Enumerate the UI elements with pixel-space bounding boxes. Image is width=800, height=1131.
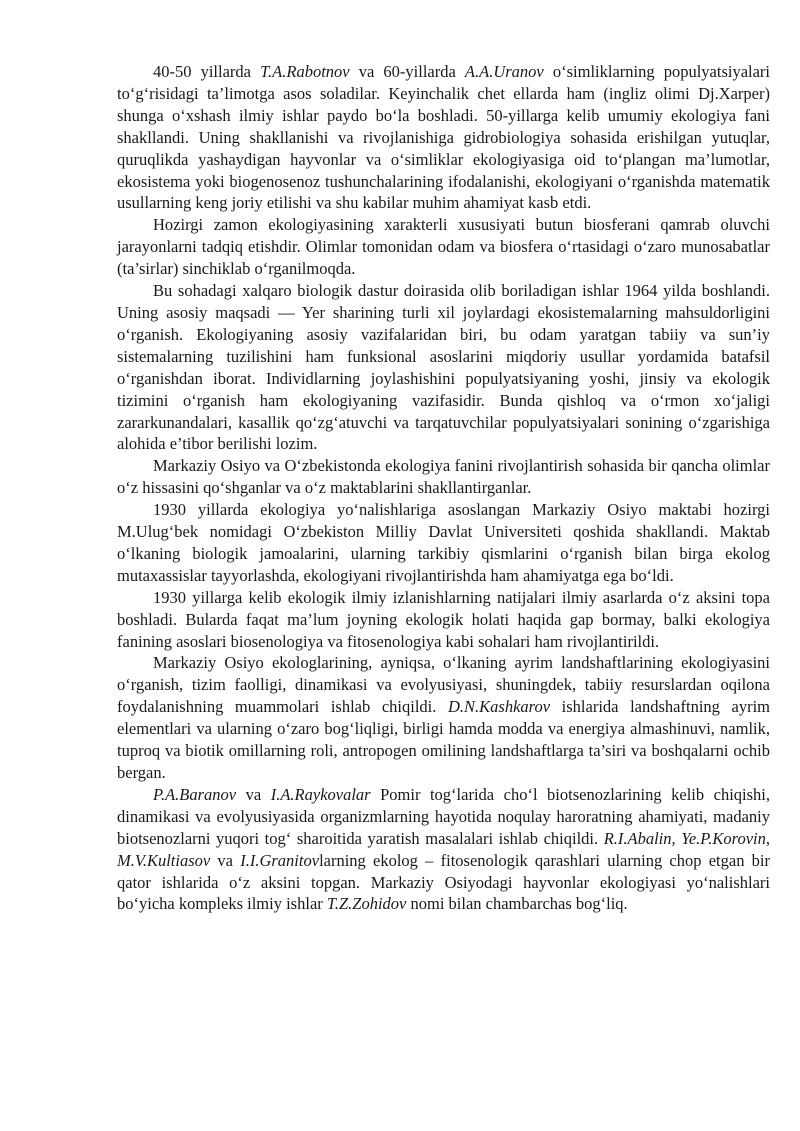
paragraph [117, 455, 770, 499]
paragraph [117, 214, 770, 280]
author-name: R.I.Abalin, Ye.P.Korovin [603, 828, 766, 848]
text-run: , [765, 828, 770, 848]
author-name: I.I.Granitov [240, 850, 320, 870]
author-name: T.Z.Zohidov [326, 894, 407, 914]
author-name: A.A.Uranov [464, 62, 544, 81]
text-run: Markaziy Osiyo ekologlarining, ayniqsa, o‘lkaning ayrim landshaftlarining ekologiyasini o‘rganish, tizim faolligi, dinamikasi va evolyusiyasi, shuningdek, tabiiy resurslardan oqilona foydalanishning muammolari ishlab chiqildi. [117, 653, 770, 717]
paragraph [117, 280, 770, 455]
text-run: 40-50 yillarda [153, 62, 261, 81]
author-name: T.A.Rabotnov [260, 62, 350, 81]
author-name: I.A.Raykovalar [270, 784, 371, 804]
text-run: Markaziy Osiyo va O‘zbekistonda ekologiya fanini rivojlantirish sohasida bir qancha olimlar o‘z hissasini qo‘shganlar va o‘z maktablarini shakllantirganlar. [117, 456, 770, 498]
text-run: 1930 yillarda ekologiya yo‘nalishlariga asoslangan Markaziy Osiyo maktabi hozirgi M.Ulug‘bek nomidagi O‘zbekiston Milliy Davlat Universiteti qoshida shakllandi. Maktab o‘lkaning biologik jamoalarini, ularning tarkibiy qismlarini o‘rganish bilan birga ekolog mutaxassislar tayyorlashda, ekologiyani rivojlantirishda ham ahamiyatga ega bo‘ldi. [117, 500, 770, 585]
text-run: va [210, 850, 241, 870]
text-run: larning ekolog – fitosenologik qarashlari ularning chop etgan bir qator ishlarida o‘z aksini topgan. Markaziy Osiyodagi hayvonlar ekologiyasi yo‘nalishlari bo‘yicha kompleks ilmiy ishlar [117, 850, 771, 914]
author-name: D.N.Kashkarov [448, 697, 551, 717]
author-name: M.V.Kultiasov [117, 850, 211, 870]
paragraph [117, 587, 770, 653]
paragraph [117, 652, 770, 783]
text-run: Pomir tog‘larida cho‘l biotsenozlarining kelib chiqishi, dinamikasi va evolyusiyasida organizmlarning hayotida noqulay haroratning ahamiyati, madaniy biotsenozlarni yuqori tog‘ sharoitida yaratish masalalari ishlab chiqildi. [117, 784, 770, 848]
text-run: va [236, 784, 271, 804]
document-page [117, 61, 770, 915]
paragraph [117, 61, 770, 214]
text-run: va 60-yillarda [349, 62, 465, 81]
text-run: 1930 yillarga kelib ekologik ilmiy izlanishlarning natijalari ilmiy asarlarda o‘z aksini topa boshladi. Bularda faqat ma’lum joyning ekologik holati haqida gap bormay, balki ekologiya fanining asoslari biosenologiya va fitosenologiya kabi sohalari ham rivojlantirildi. [117, 587, 770, 651]
text-run: Hozirgi zamon ekologiyasining xarakterli xususiyati butun biosferani qamrab oluvchi jarayonlarni tadqiq etishdir. Olimlar tomonidan odam va biosfera o‘rtasidagi o‘zaro munosabatlar (ta’sirlar) sinchiklab o‘rganilmoqda. [117, 215, 770, 279]
text-run: Bu sohadagi xalqaro biologik dastur doirasida olib boriladigan ishlar 1964 yilda boshlandi. Uning asosiy maqsadi — Yer sharining turli xil joylardagi ekosistemalarning mahsuldorligini o‘rganish. Ekologiyaning asosiy vazifalaridan biri, bu odam yaratgan tabiiy va sun’iy sistemalarning tuzilishini ham funksional asoslarini miqdoriy usullar yordamida batafsil o‘rganishdan iborat. Individlarning joylashishini populyatsiyaning yoshi, jinsiy va ekologik tizimini o‘rganish ham ekologiyaning vazifasidir. Bunda qishloq va o‘rmon xo‘jaligi zararkunandalari, kasallik qo‘zg‘atuvchi va tarqatuvchilar populyatsiyalari sonining o‘zgarishiga alohida e’tibor berilishi lozim. [117, 281, 770, 454]
text-run: nomi bilan chambarchas bog‘liq. [406, 894, 628, 914]
paragraph [117, 499, 770, 587]
text-run: o‘simliklarning populyatsiyalari to‘g‘risidagi ta’limotga asos soladilar. Keyinchalik chet ellarda ham (ingliz olimi Dj.Xarper) shunga o‘xshash ilmiy ishlar paydo bo‘la boshladi. 50-yillarga kelib umumiy ekologiya fani shakllandi. Uning shakllanishi va rivojlanishiga gidrobiologiya sohasida erishilgan yutuqlar, quruqlikda yashaydigan hayvonlar va o‘simliklar ekologiyasiga oid to‘plangan ma’lumotlar, ekosistema yoki biogenosenoz tushunchalarining ifodalanishi, ekologiyani o‘rganishda matematik usullarning keng joriy etilishi va shu kabilar muhim ahamiyat kasb etdi. [117, 62, 771, 213]
author-name: P.A.Baranov [153, 784, 237, 804]
paragraph [117, 784, 770, 915]
text-run: ishlarida landshaftning ayrim elementlari va ularning o‘zaro bog‘liqligi, birligi hamda modda va energiya almashinuvi, namlik, tuproq va biotik omillarning roli, antropogen omilining landshaftlarga ta’siri va boshqalarni ochib bergan. [117, 697, 770, 782]
